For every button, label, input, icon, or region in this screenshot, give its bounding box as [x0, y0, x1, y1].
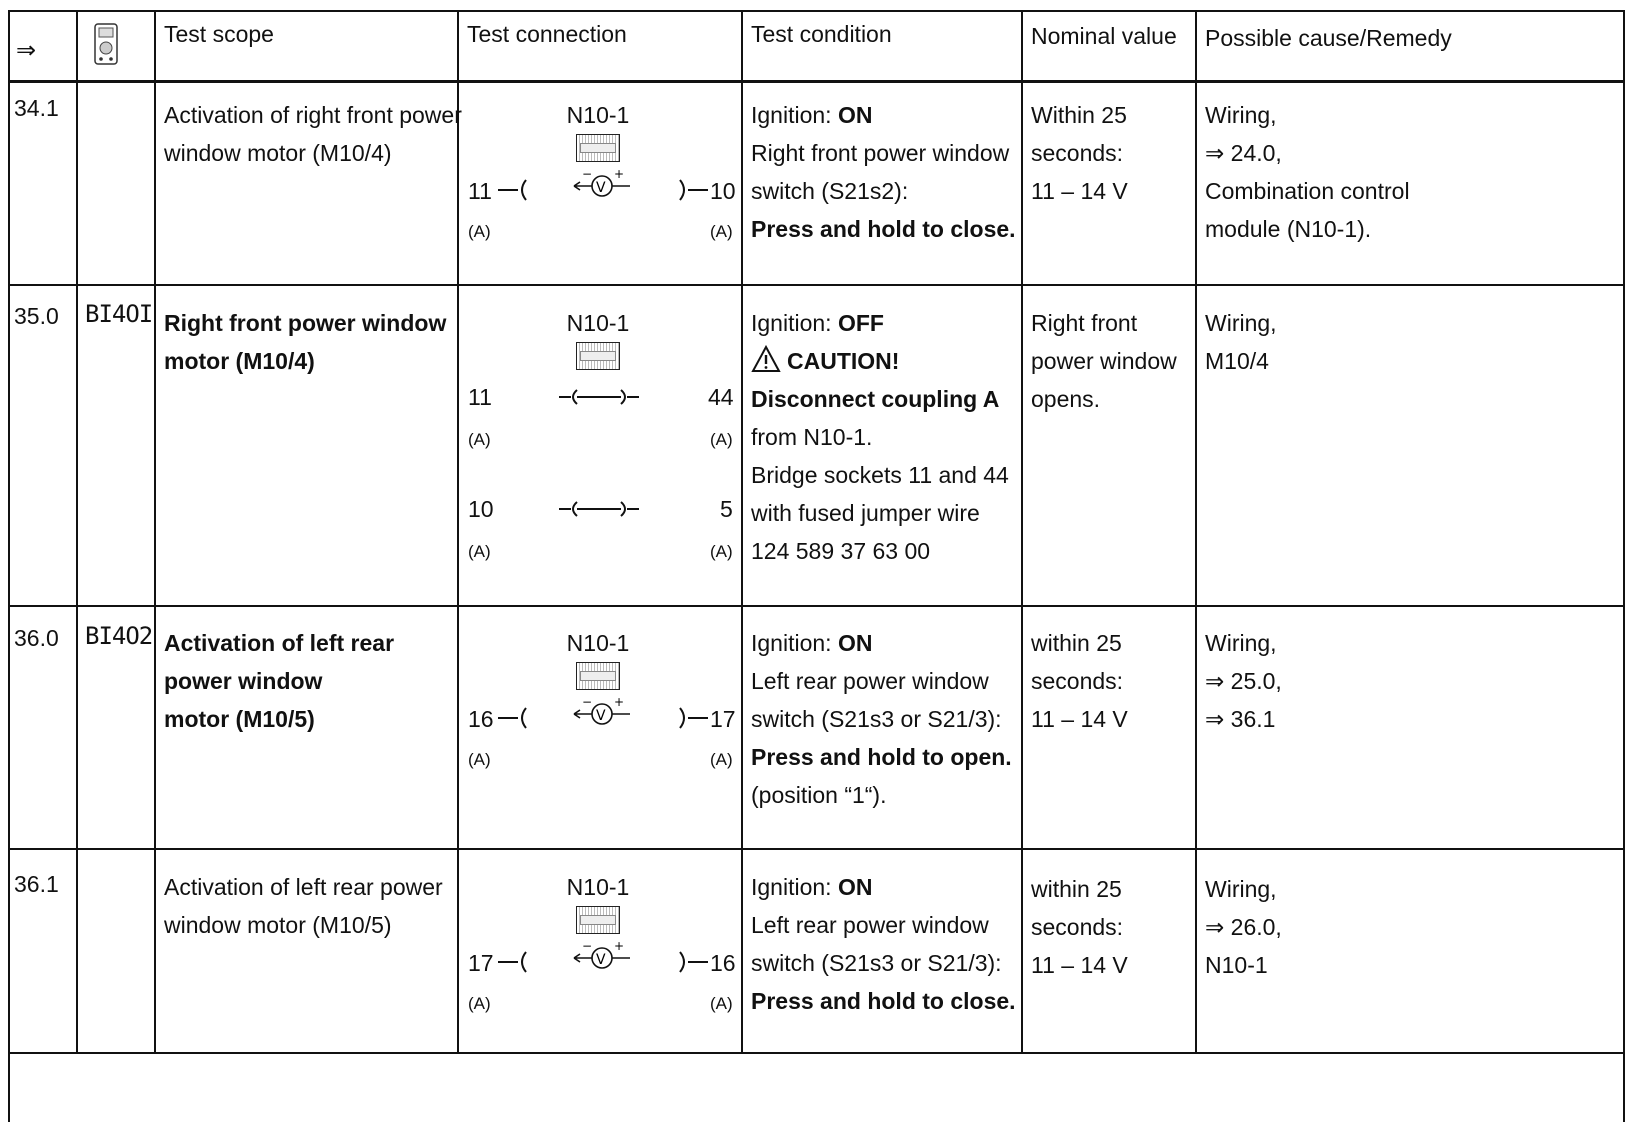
diagnostic-test-table: ⇒ Test scope Test connection Test condition Nominal value Possible cause/Remedy 34.1 Activation of right front power window motor (M10/4) N10-1 11 10 V − + (A) (A) Ignition: ON Right front power window switch (S21s2): Press and hold to close. Within 25 seconds: 11 – 14 V Wiring, ⇒ 24.0, Combination control module (N10-1). 35.0 BI4OI Right front power window motor (M10/4) N10-1 11 44 (A) (A) 10 5 (A) (A) Ignition: OFF CAUTION! Disconnect coupling A from N10-1. Bridge sockets 11 and 44 with fused jumper wire 124 589 37 63 00 Right front power window opens. Wiring, M10/4 36.0 BI4O2 Activation of left rear power window motor (M10/5) N10-1 16 17 V − + (A) (A) Ignition: ON Left rear power window switch (S21s3 or S21/3): Press and hold to open. (position “1“). within 25 seconds: 11 – 14 V Wiring, ⇒ 25.0, ⇒ 36.1 36.1 Activation of left rear power window motor (M10/5) N10-1 17 16 V − + (A) (A) Ignition: ON Left rear power window switch (S21s3 or S21/3): Press and hold to close. within 25 seconds: 11 – 14 V Wiring, ⇒ 26.0, N10-1: [8, 10, 1625, 1122]
step-number: 36.0: [14, 625, 59, 651]
header-test-condition: Test condition: [751, 21, 892, 47]
caution-label: CAUTION!: [751, 342, 1009, 380]
column-divider: [154, 12, 156, 1052]
right-pin: 10: [710, 178, 736, 204]
column-divider: [1021, 12, 1023, 1052]
svg-text:V: V: [596, 952, 606, 968]
module-label: N10-1: [566, 310, 630, 336]
header-nominal-value: Nominal value: [1031, 23, 1177, 49]
left-pin: 11: [468, 178, 492, 204]
svg-text:+: +: [614, 170, 625, 181]
possible-cause: Wiring, ⇒ 24.0, Combination control module (N10-1).: [1205, 102, 1410, 242]
test-scope: Right front power window motor (M10/4): [164, 310, 447, 374]
voltmeter-probe-icon: [490, 698, 710, 738]
header-arrow: ⇒: [16, 37, 37, 64]
jumper-wire-icon: [555, 499, 645, 519]
test-condition: Ignition: ON Left rear power window switch (S21s3 or S21/3): Press and hold to open. (position “1“).: [751, 630, 1012, 808]
column-divider: [76, 12, 78, 1052]
step-number: 35.0: [14, 303, 59, 329]
right-pin: 17: [710, 706, 736, 732]
row-divider: [10, 848, 1623, 850]
step-number: 34.1: [14, 95, 59, 121]
column-divider: [1195, 12, 1197, 1052]
voltmeter-probe-icon: [490, 942, 710, 982]
svg-text:V: V: [596, 708, 606, 724]
warning-triangle-icon: [751, 345, 781, 373]
possible-cause: Wiring, ⇒ 26.0, N10-1: [1205, 876, 1282, 978]
nominal-value: within 25 seconds: 11 – 14 V: [1031, 876, 1128, 978]
test-scope: Activation of right front power window motor (M10/4): [164, 102, 462, 166]
module-label: N10-1: [566, 874, 630, 900]
header-test-connection: Test connection: [467, 21, 627, 47]
svg-text:−: −: [582, 698, 593, 709]
multimeter-icon: [93, 22, 119, 66]
fault-code: BI4O2: [85, 622, 153, 650]
table-bottom-border: [10, 1052, 1623, 1054]
left-pin: 16: [468, 706, 494, 732]
test-condition: Ignition: ON Left rear power window switch (S21s3 or S21/3): Press and hold to close.: [751, 874, 1016, 1014]
row-divider: [10, 284, 1623, 286]
right-pin: 16: [710, 950, 736, 976]
test-scope: Activation of left rear power window motor (M10/5): [164, 630, 395, 732]
fault-code: BI4OI: [85, 300, 153, 328]
header-possible-cause: Possible cause/Remedy: [1205, 25, 1452, 51]
test-condition: Ignition: OFF CAUTION! Disconnect coupling A from N10-1. Bridge sockets 11 and 44 with fused jumper wire 124 589 37 63 00: [751, 310, 1009, 564]
svg-text:+: +: [614, 698, 625, 709]
header-divider: [10, 80, 1623, 83]
nominal-value: Right front power window opens.: [1031, 310, 1177, 412]
voltmeter-probe-icon: [490, 170, 710, 210]
header-test-scope: Test scope: [164, 21, 274, 47]
test-scope: Activation of left rear power window motor (M10/5): [164, 874, 443, 938]
svg-text:+: +: [614, 942, 625, 953]
module-label: N10-1: [566, 102, 630, 128]
test-condition: Ignition: ON Right front power window switch (S21s2): Press and hold to close.: [751, 102, 1016, 242]
svg-text:V: V: [596, 180, 606, 196]
module-connector-icon: [576, 662, 620, 690]
row-divider: [10, 605, 1623, 607]
possible-cause: Wiring, ⇒ 25.0, ⇒ 36.1: [1205, 630, 1282, 732]
svg-text:−: −: [582, 942, 593, 953]
module-connector-icon: [576, 906, 620, 934]
step-number: 36.1: [14, 871, 59, 897]
nominal-value: Within 25 seconds: 11 – 14 V: [1031, 102, 1128, 204]
jumper-wire-icon: [555, 387, 645, 407]
possible-cause: Wiring, M10/4: [1205, 310, 1277, 374]
svg-text:−: −: [582, 170, 593, 181]
column-divider: [741, 12, 743, 1052]
module-label: N10-1: [566, 630, 630, 656]
nominal-value: within 25 seconds: 11 – 14 V: [1031, 630, 1128, 732]
left-pin: 17: [468, 950, 494, 976]
module-connector-icon: [576, 342, 620, 370]
module-connector-icon: [576, 134, 620, 162]
